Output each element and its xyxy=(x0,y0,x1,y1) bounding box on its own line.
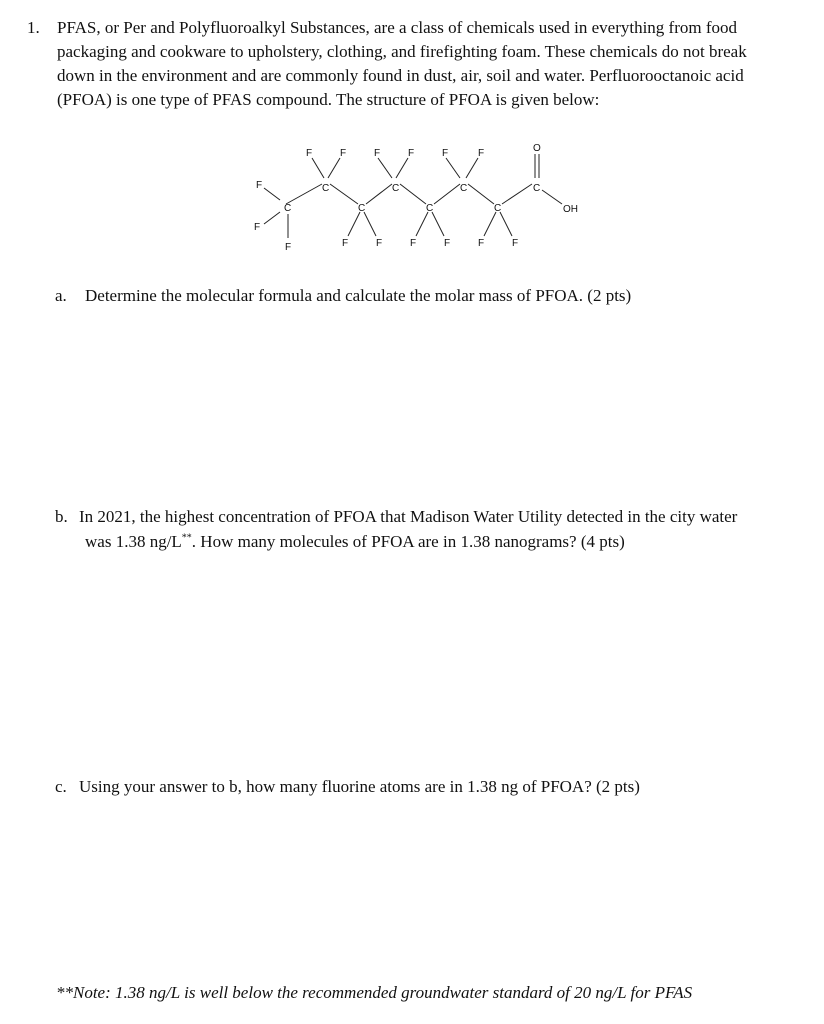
hydroxyl-group: OH xyxy=(563,204,578,215)
bond xyxy=(366,184,392,204)
part-b-question-line-1: In 2021, the highest concentration of PFOA that Madison Water Utility detected in the city water xyxy=(79,507,738,526)
bond xyxy=(466,158,478,178)
bond xyxy=(432,212,444,236)
bond xyxy=(396,158,408,178)
bond xyxy=(378,158,392,178)
fluorine-atom: F xyxy=(306,148,313,159)
carbon-atom: C xyxy=(284,203,292,214)
fluorine-atom: F xyxy=(340,148,347,159)
intro-line-1: PFAS, or Per and Polyfluoroalkyl Substances, are a class of chemicals used in everything from food xyxy=(57,18,738,37)
oxygen-atom: O xyxy=(533,143,541,154)
part-b-question-line-2 xyxy=(85,531,625,553)
footnote-marker: ** xyxy=(181,532,192,544)
bond xyxy=(330,184,358,204)
fluorine-atom: F xyxy=(442,148,449,159)
carbon-atom: C xyxy=(322,183,330,194)
part-b-label: b. xyxy=(55,507,68,526)
bond xyxy=(446,158,460,178)
bond xyxy=(348,212,360,236)
intro-line-3: down in the environment and are commonly found in dust, air, soil and water. Perfluorooctanoic acid xyxy=(57,66,744,85)
bond xyxy=(286,184,322,204)
bond xyxy=(264,188,280,200)
fluorine-atom: F xyxy=(285,242,292,253)
bond xyxy=(416,212,428,236)
part-b-text-before-sup: was 1.38 ng/L xyxy=(85,532,182,551)
bond xyxy=(500,212,512,236)
carbon-atom: C xyxy=(426,203,434,214)
question-number: 1. xyxy=(27,18,40,37)
fluorine-atom: F xyxy=(478,148,485,159)
intro-line-4: (PFOA) is one type of PFAS compound. The structure of PFOA is given below: xyxy=(57,90,600,109)
intro-line-2: packaging and cookware to upholstery, clothing, and firefighting foam. These chemicals do not break xyxy=(57,42,747,61)
carbon-atom: C xyxy=(460,183,468,194)
carbon-atom: C xyxy=(494,203,502,214)
part-c-label: c. xyxy=(55,777,67,796)
carbon-atom: C xyxy=(533,183,541,194)
bond xyxy=(502,184,532,204)
fluorine-atom: F xyxy=(410,238,417,249)
bond xyxy=(400,184,426,204)
fluorine-atom: F xyxy=(444,238,451,249)
part-c-question: Using your answer to b, how many fluorine atoms are in 1.38 ng of PFOA? (2 pts) xyxy=(79,777,640,796)
pfoa-structure-diagram xyxy=(240,138,600,258)
fluorine-atom: F xyxy=(374,148,381,159)
part-b-text-after-sup: . How many molecules of PFOA are in 1.38 nanograms? (4 pts) xyxy=(191,532,625,551)
bond xyxy=(264,212,280,224)
part-a-label: a. xyxy=(55,286,67,305)
bond xyxy=(434,184,460,204)
bond xyxy=(364,212,376,236)
carbon-atom: C xyxy=(358,203,366,214)
footnote: **Note: 1.38 ng/L is well below the recommended groundwater standard of 20 ng/L for PFAS xyxy=(56,983,693,1002)
bond xyxy=(312,158,324,178)
bond xyxy=(328,158,340,178)
fluorine-atom: F xyxy=(342,238,349,249)
bond xyxy=(484,212,496,236)
fluorine-atom: F xyxy=(512,238,519,249)
carbon-atom: C xyxy=(392,183,400,194)
part-a-question: Determine the molecular formula and calculate the molar mass of PFOA. (2 pts) xyxy=(85,286,632,305)
fluorine-atom: F xyxy=(254,222,261,233)
fluorine-atom: F xyxy=(408,148,415,159)
fluorine-atom: F xyxy=(256,180,263,191)
bond xyxy=(542,190,562,204)
bond xyxy=(468,184,494,204)
fluorine-atom: F xyxy=(478,238,485,249)
fluorine-atom: F xyxy=(376,238,383,249)
